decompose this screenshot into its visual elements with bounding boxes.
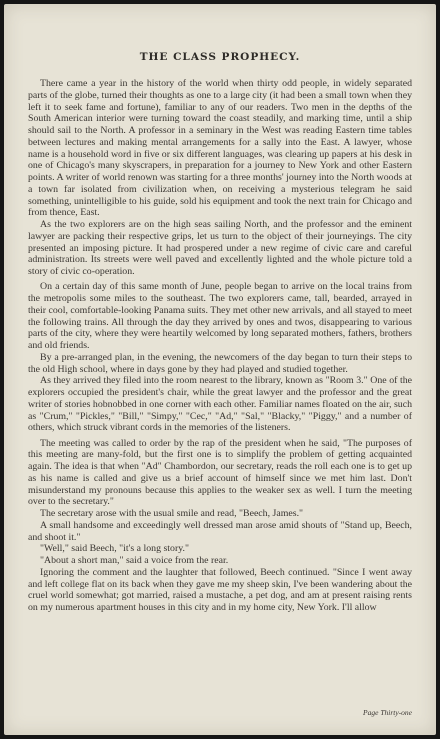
paragraph-5: As they arrived they filed into the room nearest to the library, known as "Room 3." One of the explorers occupied the president's chair, while the great lawyer and the professor and the great writer of stories hobnobbed in one corner with each other. Familiar names floated on the air, such as "Crum," "Pickles," "Bill," "Simpy," "Cec," "Ad," "Sal," "Blacky," "Piggy," and a number of others, which struck vibrant cords in the memories of the listeners. xyxy=(28,375,412,434)
page-title: THE CLASS PROPHECY. xyxy=(139,51,301,63)
paragraph-4: By a pre-arranged plan, in the evening, the newcomers of the day began to turn their steps to the old High school, where in days gone by they had played and studied together. xyxy=(28,351,412,375)
paragraph-10: "About a short man," said a voice from the rear. xyxy=(40,555,229,566)
paragraph-1: There came a year in the history of the world when thirty odd people, in widely separated parts of the globe, turned their thoughts as one to a large city (it had been a small town when they left it to seek fame and fortune), familiar to any of our readers. Two men in the depths of the South American interior were turning toward the coast steadily, and marking time, until a ship should sail to the North. A professor in a seminary in the West was reading Eastern time tables between lectures and making mental arrangements for a sally into the East. A lawyer, whose name is a household word in five or six different languages, was clearing up papers at his desk in one of Chicago's many skyscrapers, in preparation for a journey to New York and other Eastern points. A writer of world renown was starting for a three months' journey into the North woods at a town far isolated from civilization when, on receiving a mysterious telegram he said something, unintelligible to his guide, sold his equipment and took the next train for Chicago and from thence, East. xyxy=(28,78,412,219)
paragraph-2: As the two explorers are on the high seas sailing North, and the professor and the eminent lawyer are packing their respective grips, let us turn to the object of their journeyings. The city presented an imposing picture. It had prospered under a new regime of civic care and careful administration. Its streets were well paved and excellently lighted and the whole picture told a story of civic co-operation. xyxy=(28,219,412,277)
paragraph-6: The meeting was called to order by the rap of the president when he said, "The purposes of this meeting are many-fold, but the first one is to simplify the problem of getting acquainted again. The idea is that when "Ad" Chambordon, our secretary, reads the roll each one is to get up as his name is called and give us a brief account of himself since we met him last. Don't misunderstand my pronouns because this applies to the weaker sex as well. I turn the meeting over to the secretary." xyxy=(28,437,412,508)
page-number: Page Thirty-one xyxy=(363,708,412,717)
paragraph-11: Ignoring the comment and the laughter that followed, Beech continued. "Since I went away and left college flat on its back when they gave me my sheep skin, I've been wandering about the cruel world somewhat; got married, raised a mustache, a pet dog, and am at present raising rents on my numerous apartment houses in this city and in my home city, New York. I'll allow xyxy=(28,566,412,613)
paragraph-9: "Well," said Beech, "it's a long story." xyxy=(40,543,190,555)
document-body xyxy=(28,78,412,614)
paragraph-3: On a certain day of this same month of June, people began to arrive on the local trains from the metropolis some miles to the southeast. The two explorers came, tall, bearded, arrayed in their cool, comfortable-looking Panama suits. They met other new arrivals, and all stayed to meet the following trains. All through the day they arrived by ones and twos, disappearing to various parts of the city, where they were heartily welcomed by long separated mothers, fathers, brothers and old friends. xyxy=(28,281,412,351)
paragraph-7: The secretary arose with the usual smile and read, "Beech, James." xyxy=(40,508,304,519)
paragraph-8: A small handsome and exceedingly well dressed man arose amid shouts of "Stand up, Beech, and shoot it." xyxy=(28,519,412,543)
